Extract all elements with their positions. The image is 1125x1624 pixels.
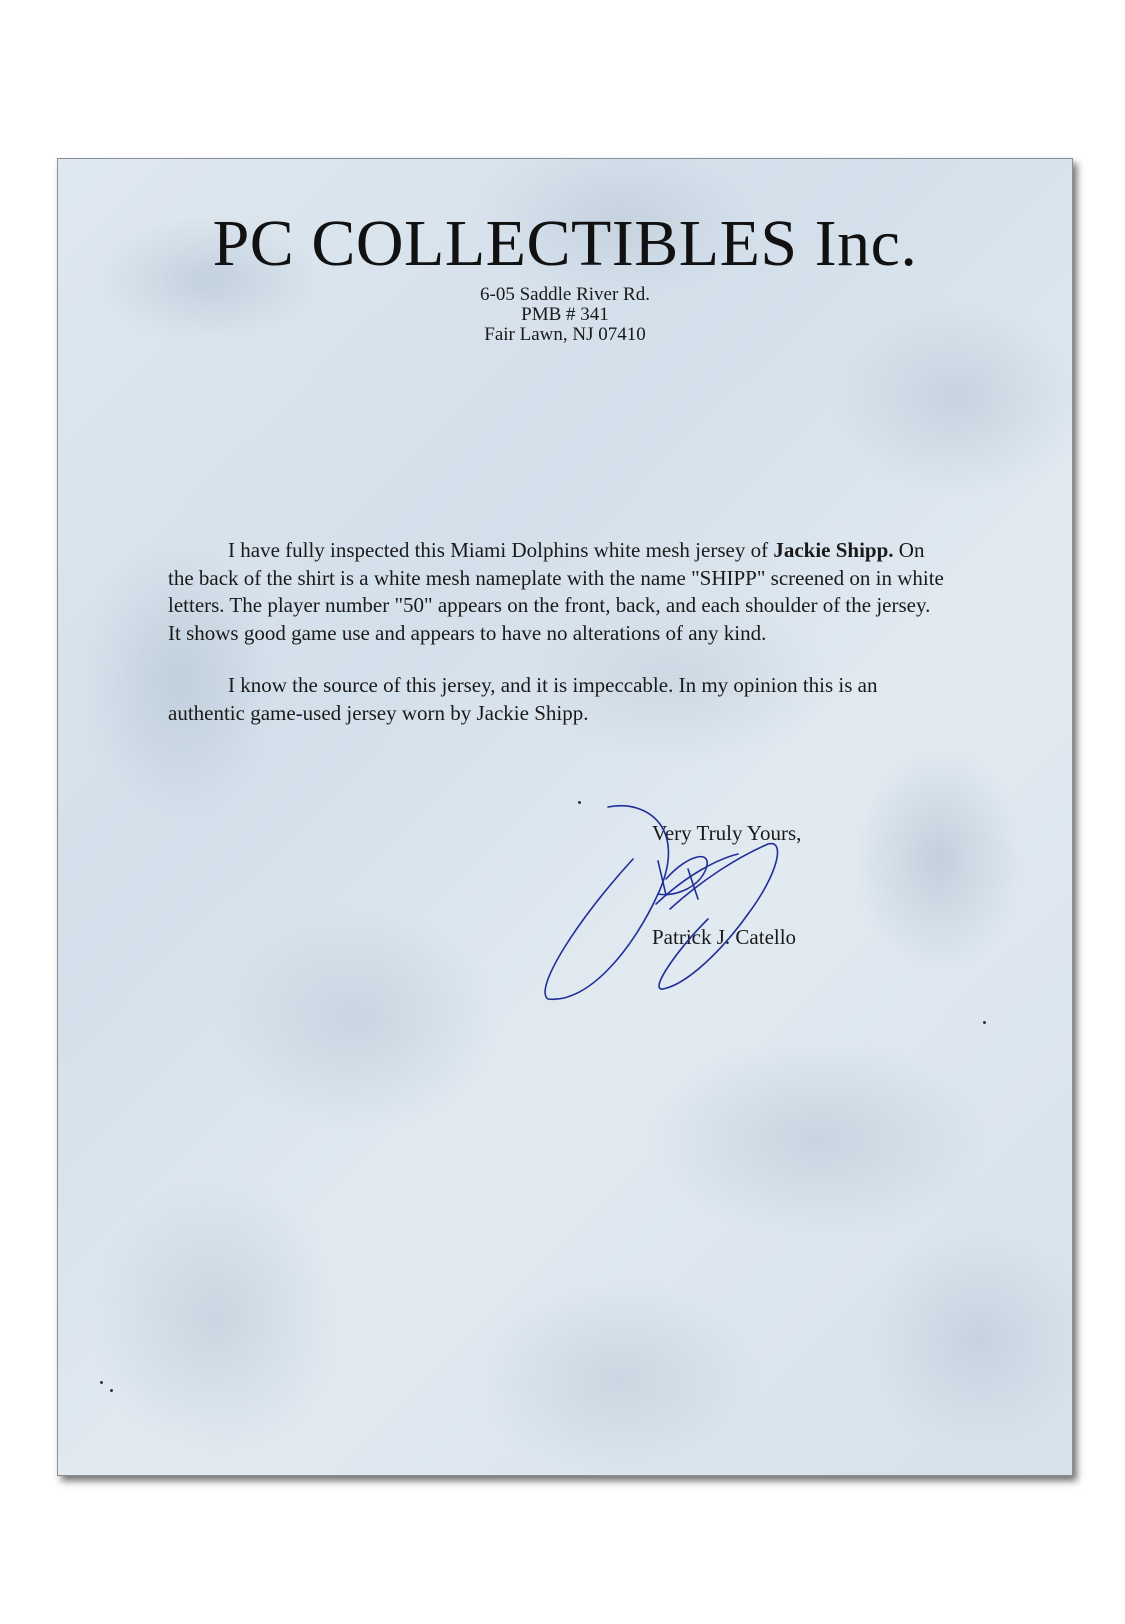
signer-name: Patrick J. Catello <box>652 925 797 949</box>
address-city: Fair Lawn, NJ 07410 <box>484 324 646 345</box>
paper-speck <box>578 801 581 804</box>
address-pmb: PMB # 341 <box>521 304 609 325</box>
paper-speck <box>983 1021 986 1024</box>
paragraph-inspection-intro: I have fully inspected this Miami Dolphins white mesh jersey of <box>228 538 774 562</box>
address-street: 6-05 Saddle River Rd. <box>480 284 650 305</box>
letter-page <box>57 158 1073 1476</box>
paper-speck <box>110 1389 113 1392</box>
handwritten-signature <box>538 799 798 1019</box>
player-name-bold: Jackie Shipp. <box>773 538 894 562</box>
company-name: PC COLLECTIBLES Inc. <box>212 207 918 280</box>
letter-body <box>168 537 948 752</box>
paragraph-opinion: I know the source of this jersey, and it is impeccable. In my opinion this is an authentic game-used jersey worn by Jackie Shipp. <box>168 673 878 725</box>
paper-speck <box>100 1381 103 1384</box>
closing-salutation: Very Truly Yours, <box>652 821 802 845</box>
paragraph-inspection-rest: On the back of the shirt is a white mesh nameplate with the name "SHIPP" screened on in white letters. The player number "50" appears on the front, back, and each shoulder of the jersey. It shows good game use and appears to have no alterations of any kind. <box>168 538 944 645</box>
company-address <box>58 285 1072 345</box>
paragraph-inspection <box>168 537 948 647</box>
